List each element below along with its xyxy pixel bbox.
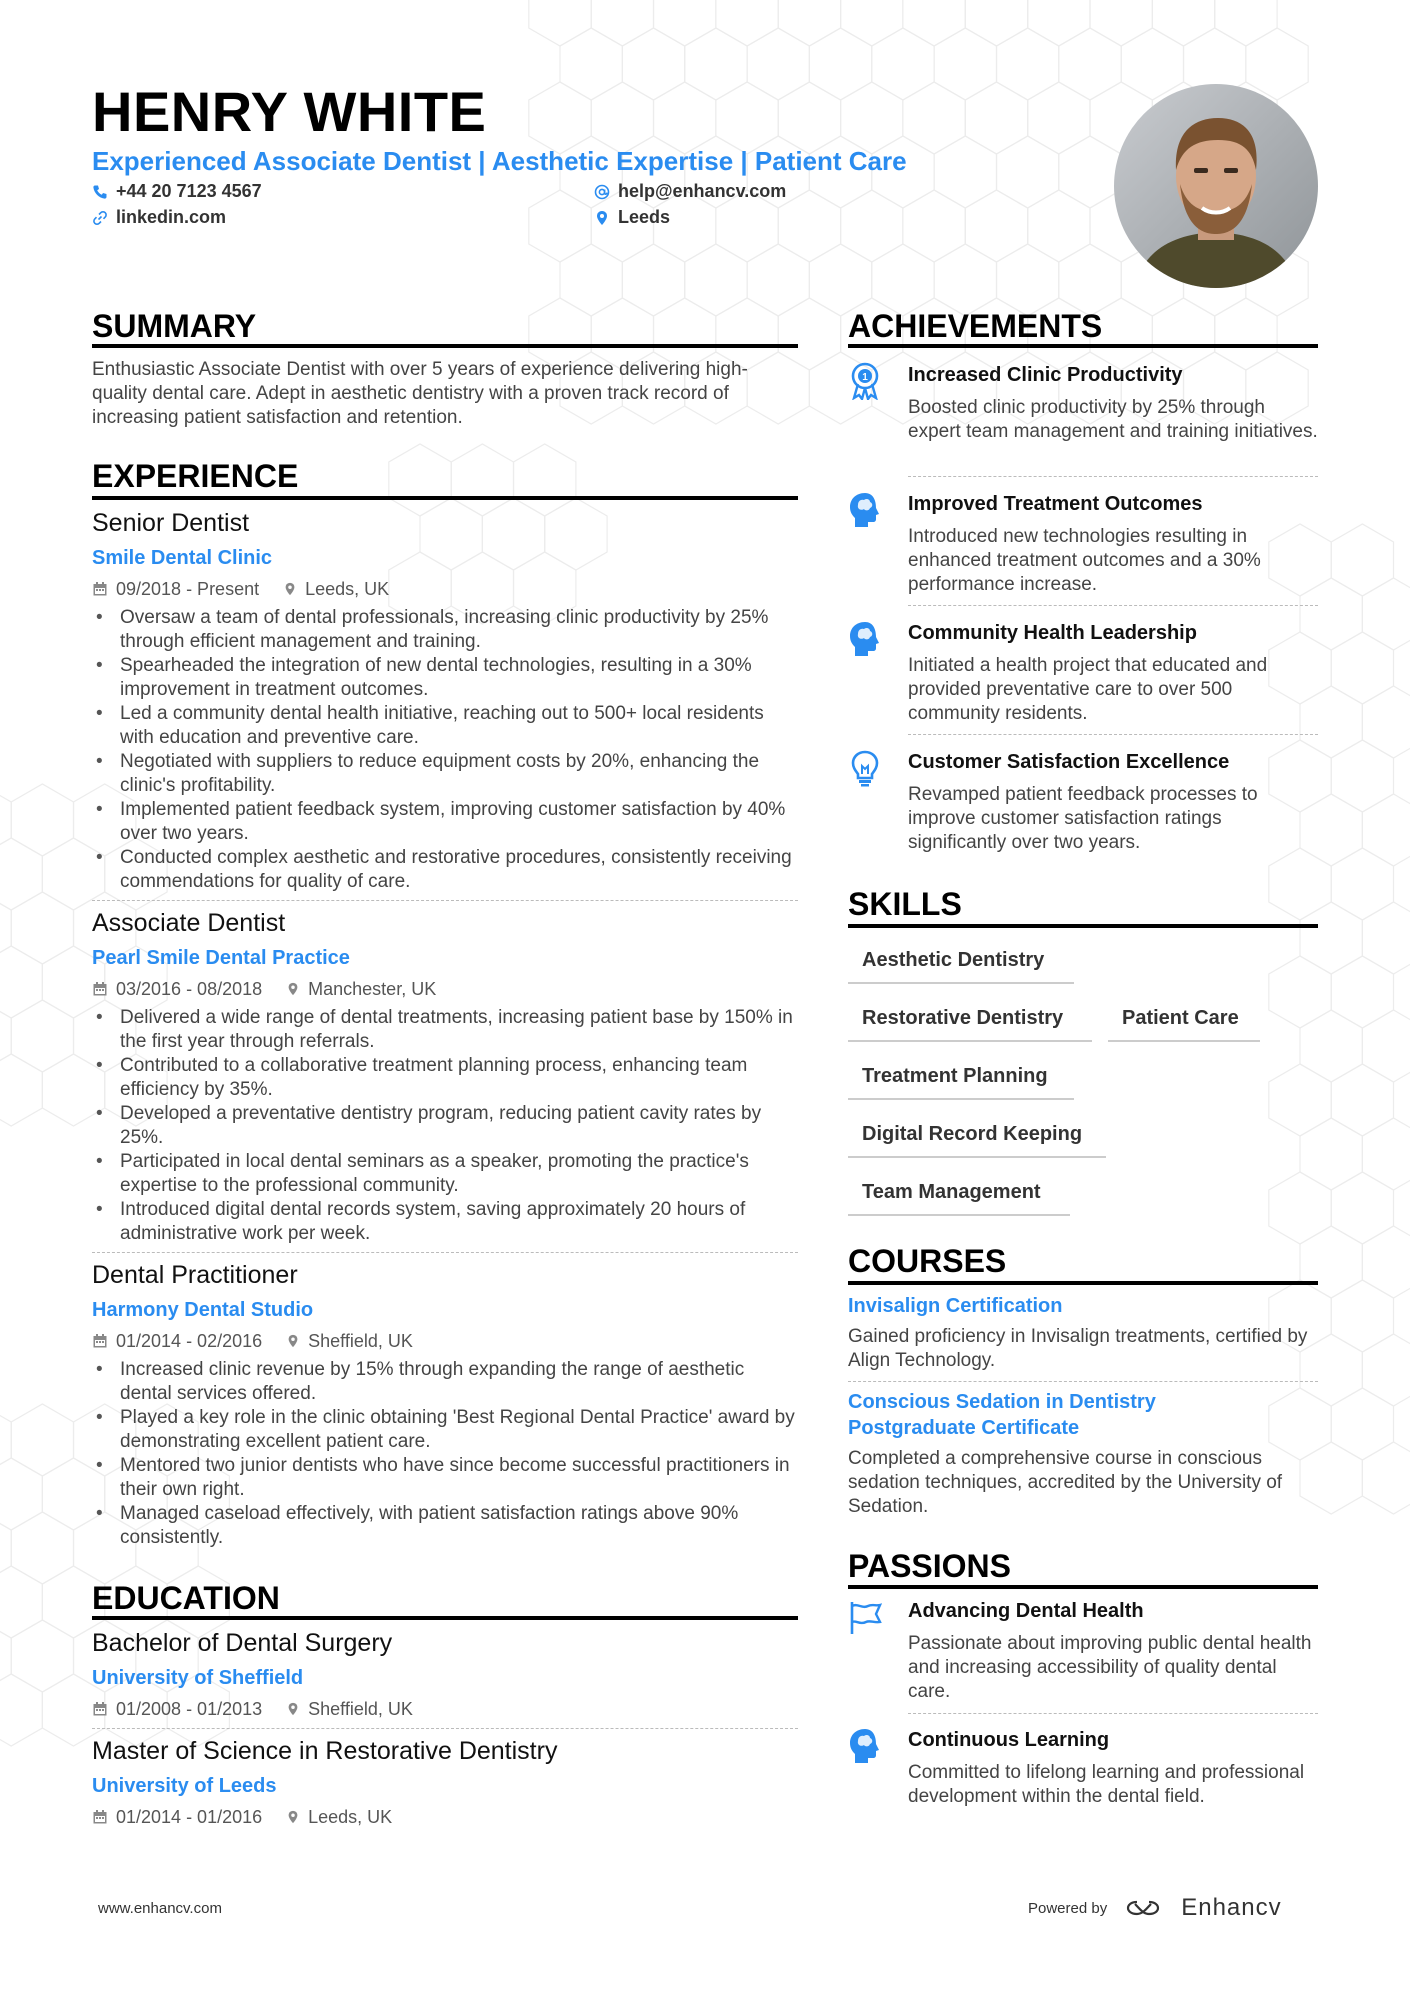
courses-heading: COURSES [848, 1243, 1007, 1279]
degree-title: Bachelor of Dental Surgery [92, 1629, 393, 1657]
degree-title: Master of Science in Restorative Dentistry [92, 1737, 558, 1765]
calendar-icon [92, 1809, 108, 1825]
list-item: • Contributed to a collaborative treatment planning process, enhancing team efficiency by 35%. [92, 1054, 798, 1102]
achievement-desc: Boosted clinic productivity by 25% through expert team management and training initiatives. [908, 397, 1318, 442]
passion-desc: Passionate about improving public dental health and increasing accessibility of quality dental care. [908, 1633, 1312, 1702]
summary-divider [92, 344, 798, 348]
list-item: • Mentored two junior dentists who have since become successful practitioners in their own right. [92, 1454, 798, 1502]
job-dates: 09/2018 - Present [116, 579, 260, 599]
location-text: Leeds [618, 207, 671, 227]
list-item: • Delivered a wide range of dental treatments, increasing patient base by 150% in the first year through referrals. [92, 1006, 798, 1054]
skill-tag: Restorative Dentistry [848, 1006, 1092, 1042]
achievement-item [848, 491, 1318, 597]
job-title: Dental Practitioner [92, 1261, 298, 1289]
passion-desc: Committed to lifelong learning and professional development within the dental field. [908, 1762, 1305, 1807]
skill-tag: Digital Record Keeping [848, 1122, 1106, 1158]
powered-by-label: Powered by [1028, 1899, 1108, 1917]
education-entry [92, 1628, 798, 1720]
achievement-desc: Initiated a health project that educated and provided preventative care to over 500 community residents. [908, 655, 1268, 724]
course-desc: Completed a comprehensive course in conscious sedation techniques, accredited by the University of Sedation. [848, 1448, 1283, 1517]
achievement-desc: Revamped patient feedback processes to improve customer satisfaction ratings significantly over two years. [908, 784, 1258, 853]
skill-tag: Team Management [848, 1180, 1070, 1216]
entry-separator [848, 1381, 1318, 1382]
job-bullets [92, 1006, 798, 1246]
job-bullets [92, 606, 798, 894]
education-heading: EDUCATION [92, 1580, 280, 1616]
entry-separator [908, 476, 1318, 477]
skill-tag: Treatment Planning [848, 1064, 1074, 1100]
job-title: Senior Dentist [92, 509, 250, 537]
achievement-title: Improved Treatment Outcomes [908, 493, 1203, 515]
achievements-heading: ACHIEVEMENTS [848, 308, 1103, 344]
location-pin-icon [594, 210, 610, 226]
candidate-tagline: Experienced Associate Dentist | Aesthetic Expertise | Patient Care [92, 146, 907, 176]
passion-title: Advancing Dental Health [908, 1600, 1144, 1622]
education-dates: 01/2014 - 01/2016 [116, 1807, 263, 1827]
education-divider [92, 1616, 798, 1620]
calendar-icon [92, 1701, 108, 1717]
brain-head-icon [848, 491, 882, 529]
footer-branding[interactable] [1028, 1894, 1282, 1922]
skill-tag: Patient Care [1108, 1006, 1260, 1042]
achievement-item [848, 749, 1318, 855]
job-title: Associate Dentist [92, 909, 286, 937]
avatar [1114, 84, 1318, 288]
course-title[interactable]: Conscious Sedation in Dentistry Postgraduate Certificate [848, 1391, 1156, 1439]
experience-heading: EXPERIENCE [92, 458, 299, 494]
achievement-item [848, 620, 1318, 726]
achievement-title: Customer Satisfaction Excellence [908, 751, 1230, 773]
list-item: • Participated in local dental seminars as a speaker, promoting the practice's expertise to the professional community. [92, 1150, 798, 1198]
enhancv-logo-icon [1121, 1896, 1167, 1920]
footer-website-link[interactable]: www.enhancv.com [98, 1900, 222, 1917]
link-icon [92, 210, 108, 226]
skills-divider [848, 924, 1318, 928]
entry-separator [92, 1252, 798, 1253]
phone-text: +44 20 7123 4567 [116, 181, 262, 201]
achievement-desc: Introduced new technologies resulting in enhanced treatment outcomes and a 30% performance increase. [908, 526, 1261, 595]
education-location: Sheffield, UK [308, 1699, 413, 1719]
location-pin-icon [286, 1701, 300, 1717]
skill-tag: Aesthetic Dentistry [848, 948, 1074, 984]
list-item: • Conducted complex aesthetic and restorative procedures, consistently receiving commendations for quality of care. [92, 846, 798, 894]
job-location: Leeds, UK [305, 579, 390, 599]
passion-title: Continuous Learning [908, 1729, 1110, 1751]
achievement-title: Community Health Leadership [908, 622, 1197, 644]
list-item: • Developed a preventative dentistry program, reducing patient cavity rates by 25%. [92, 1102, 798, 1150]
education-location: Leeds, UK [308, 1807, 393, 1827]
experience-entry [92, 508, 798, 894]
list-item: • Introduced digital dental records system, saving approximately 20 hours of administrative work per week. [92, 1198, 798, 1246]
passions-divider [848, 1585, 1318, 1589]
experience-divider [92, 496, 798, 500]
lightbulb-icon [848, 749, 882, 787]
linkedin-text: linkedin.com [116, 207, 227, 227]
svg-text:1: 1 [862, 372, 868, 383]
brain-head-icon [848, 620, 882, 658]
list-item: • Played a key role in the clinic obtaining 'Best Regional Dental Practice' award by demonstrating excellent patient care. [92, 1406, 798, 1454]
school-name[interactable]: University of Sheffield [92, 1667, 304, 1689]
contact-linkedin[interactable] [92, 207, 226, 228]
location-pin-icon [286, 981, 300, 997]
brand-name: Enhancv [1181, 1894, 1282, 1921]
list-item: • Led a community dental health initiative, reaching out to 500+ local residents with education and preventive care. [92, 702, 798, 750]
experience-entry [92, 908, 798, 1246]
achievement-item [848, 362, 1318, 444]
school-name[interactable]: University of Leeds [92, 1775, 277, 1797]
location-pin-icon [286, 1333, 300, 1349]
award-ribbon-icon [848, 362, 882, 400]
list-item: • Implemented patient feedback system, improving customer satisfaction by 40% over two years. [92, 798, 798, 846]
email-text: help@enhancv.com [618, 181, 787, 201]
list-item: • Oversaw a team of dental professionals, increasing clinic productivity by 25% through efficient management and training. [92, 606, 798, 654]
job-company[interactable]: Smile Dental Clinic [92, 547, 273, 569]
course-desc: Gained proficiency in Invisalign treatments, certified by Align Technology. [848, 1326, 1308, 1371]
summary-text: Enthusiastic Associate Dentist with over 5 years of experience delivering high-quality dental care. Adept in aesthetic dentistry with a proven track record of increasing patient satisfaction and retention. [92, 359, 748, 428]
at-sign-icon [594, 184, 610, 200]
calendar-icon [92, 581, 108, 597]
phone-icon [92, 184, 108, 200]
job-dates: 01/2014 - 02/2016 [116, 1331, 263, 1351]
calendar-icon [92, 981, 108, 997]
entry-separator [92, 1728, 798, 1729]
list-item: • Negotiated with suppliers to reduce equipment costs by 20%, enhancing the clinic's profitability. [92, 750, 798, 798]
job-bullets [92, 1358, 798, 1550]
location-pin-icon [286, 1809, 300, 1825]
passion-item [848, 1598, 1318, 1704]
entry-separator [908, 605, 1318, 606]
contact-location [594, 207, 670, 228]
entry-separator [92, 900, 798, 901]
list-item: • Managed caseload effectively, with patient satisfaction ratings above 90% consistently. [92, 1502, 798, 1550]
job-location: Sheffield, UK [308, 1331, 413, 1351]
job-location: Manchester, UK [308, 979, 437, 999]
education-dates: 01/2008 - 01/2013 [116, 1699, 263, 1719]
passions-heading: PASSIONS [848, 1548, 1011, 1584]
achievements-divider [848, 344, 1318, 348]
course-title[interactable]: Invisalign Certification [848, 1295, 1063, 1317]
education-entry [92, 1736, 798, 1828]
list-item: • Increased clinic revenue by 15% through expanding the range of aesthetic dental services offered. [92, 1358, 798, 1406]
job-company[interactable]: Harmony Dental Studio [92, 1299, 314, 1321]
experience-entry [92, 1260, 798, 1550]
achievement-title: Increased Clinic Productivity [908, 364, 1183, 386]
courses-divider [848, 1281, 1318, 1285]
list-item: • Spearheaded the integration of new dental technologies, resulting in a 30% improvement in treatment outcomes. [92, 654, 798, 702]
entry-separator [908, 1713, 1318, 1714]
contact-phone[interactable] [92, 181, 262, 202]
calendar-icon [92, 1333, 108, 1349]
candidate-name: HENRY WHITE [92, 80, 487, 143]
location-pin-icon [283, 581, 297, 597]
profile-photo [1114, 84, 1318, 288]
brain-head-icon [848, 1727, 882, 1765]
contact-email[interactable] [594, 181, 786, 202]
job-dates: 03/2016 - 08/2018 [116, 979, 263, 999]
passion-item [848, 1727, 1318, 1809]
entry-separator [908, 734, 1318, 735]
flag-icon [848, 1598, 882, 1636]
summary-heading: SUMMARY [92, 308, 257, 344]
skills-heading: SKILLS [848, 886, 962, 922]
job-company[interactable]: Pearl Smile Dental Practice [92, 947, 350, 969]
